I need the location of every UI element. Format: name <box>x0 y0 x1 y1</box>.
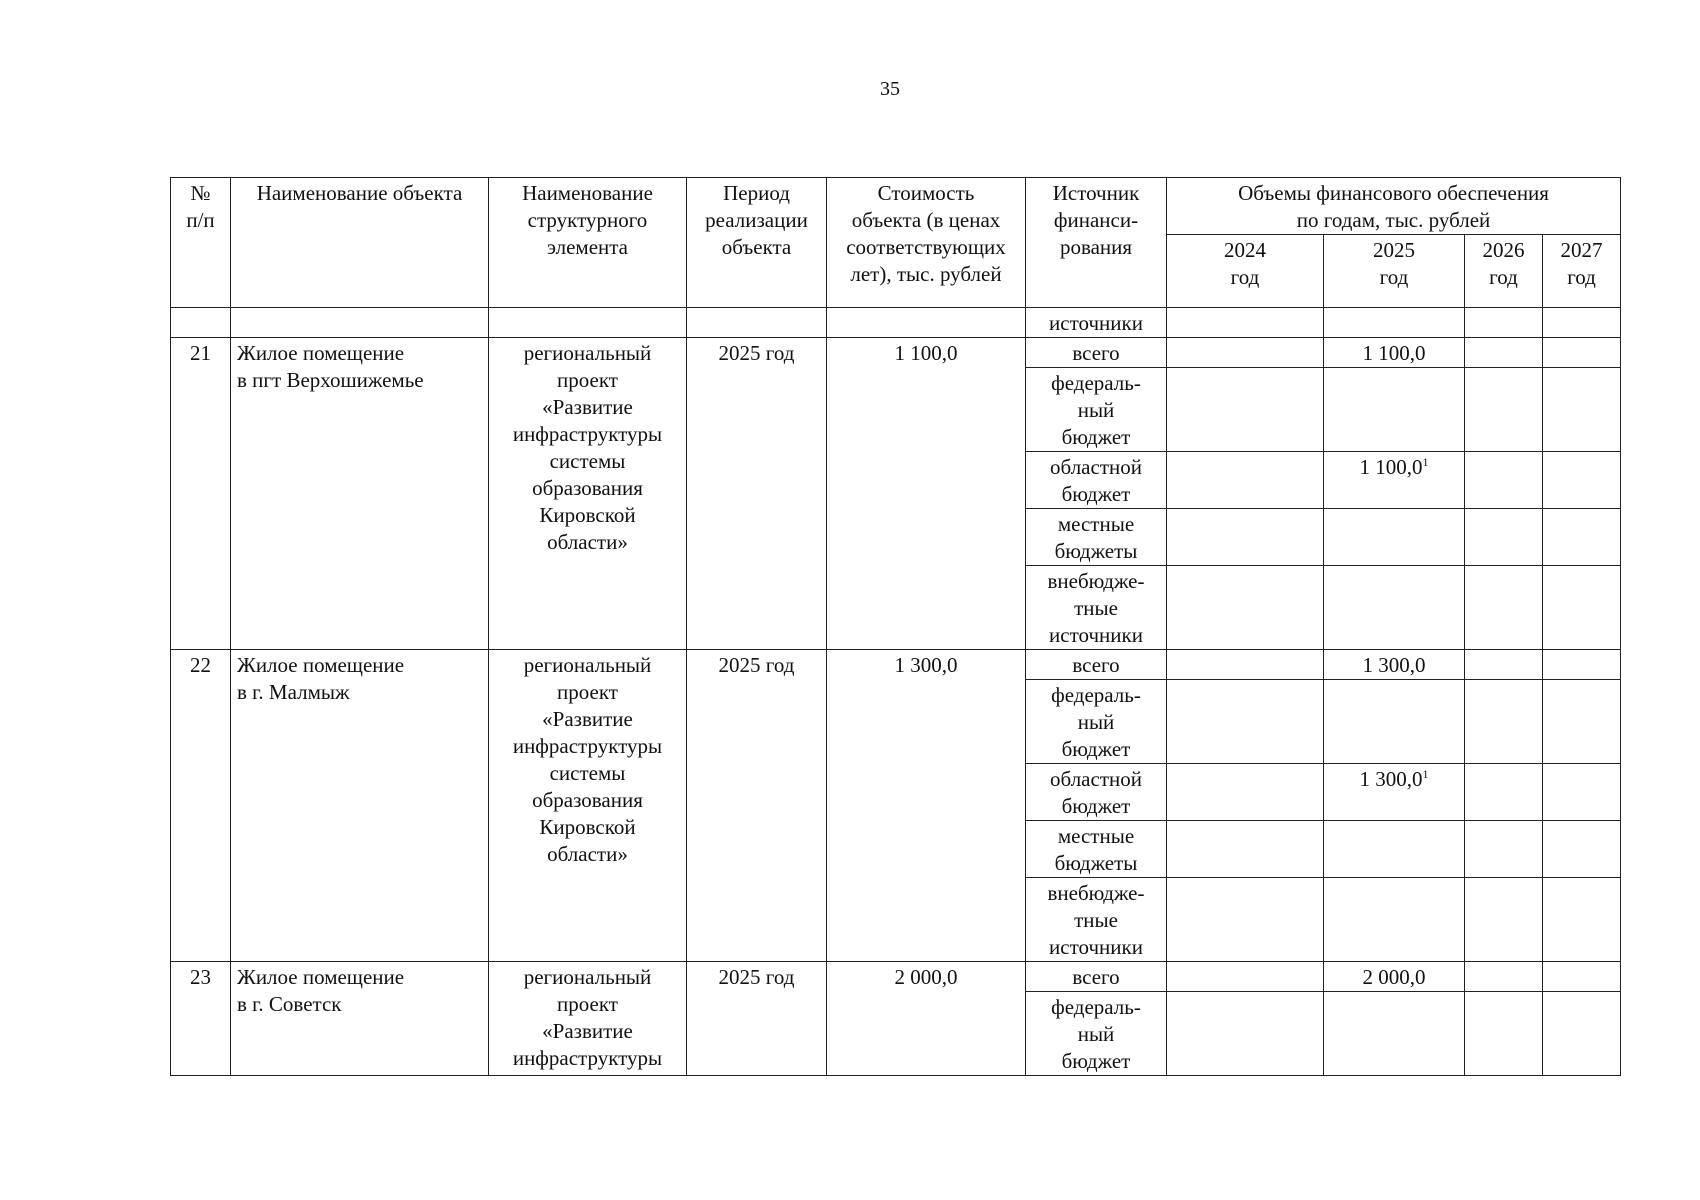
value-2025-regional: 1 300,0$^1$ <box>1324 764 1465 821</box>
source-total: всего <box>1026 338 1167 368</box>
source-extrabudget: внебюдже- тные источники <box>1026 566 1167 650</box>
object-name: Жилое помещение в г. Малмыж <box>231 650 489 962</box>
financing-table <box>170 177 1621 1076</box>
value-2025-regional: 1 100,0$^1$ <box>1324 452 1465 509</box>
header-period: Период реализации объекта <box>687 178 827 308</box>
header-year-2027: 2027 год <box>1543 235 1621 308</box>
source-cell: источники <box>1026 308 1167 338</box>
object-name: Жилое помещение в пгт Верхошижемье <box>231 338 489 650</box>
footnote-mark: 1 <box>1422 455 1429 469</box>
source-federal: федераль- ный бюджет <box>1026 368 1167 452</box>
header-year-2026: 2026 год <box>1465 235 1543 308</box>
source-total: всего <box>1026 962 1167 992</box>
table-row <box>171 308 1621 338</box>
row-number: 23 <box>171 962 231 1076</box>
source-federal: федераль- ный бюджет <box>1026 680 1167 764</box>
source-regional: областной бюджет <box>1026 764 1167 821</box>
table-row <box>171 338 1621 368</box>
source-federal: федераль- ный бюджет <box>1026 992 1167 1076</box>
header-num: № п/п <box>171 178 231 308</box>
table-row <box>171 962 1621 992</box>
source-total: всего <box>1026 650 1167 680</box>
value-2025-total: 1 100,0 <box>1324 338 1465 368</box>
source-local: местные бюджеты <box>1026 509 1167 566</box>
object-name: Жилое помещение в г. Советск <box>231 962 489 1076</box>
cost: 1 100,0 <box>827 338 1026 650</box>
period: 2025 год <box>687 650 827 962</box>
table-row <box>171 650 1621 680</box>
cost: 1 300,0 <box>827 650 1026 962</box>
header-structural-element: Наименование структурного элемента <box>489 178 687 308</box>
period: 2025 год <box>687 962 827 1076</box>
header-volumes: Объемы финансового обеспечения по годам, тыс. рублей <box>1167 178 1621 235</box>
value-2025-total: 1 300,0 <box>1324 650 1465 680</box>
header-year-2025: 2025 год <box>1324 235 1465 308</box>
row-number: 21 <box>171 338 231 650</box>
header-year-2024: 2024 год <box>1167 235 1324 308</box>
structural-element: региональный проект «Развитие инфраструктуры системы образования Кировской области» <box>489 338 687 650</box>
source-local: местные бюджеты <box>1026 821 1167 878</box>
value-2025-total: 2 000,0 <box>1324 962 1465 992</box>
period: 2025 год <box>687 338 827 650</box>
cost: 2 000,0 <box>827 962 1026 1076</box>
row-number: 22 <box>171 650 231 962</box>
source-regional: областной бюджет <box>1026 452 1167 509</box>
page-number: 35 <box>880 78 900 100</box>
source-extrabudget: внебюдже- тные источники <box>1026 878 1167 962</box>
structural-element: региональный проект «Развитие инфраструктуры системы образования Кировской области» <box>489 650 687 962</box>
footnote-mark: 1 <box>1422 767 1429 781</box>
header-cost: Стоимость объекта (в ценах соответствующих лет), тыс. рублей <box>827 178 1026 308</box>
structural-element: региональный проект «Развитие инфраструктуры <box>489 962 687 1076</box>
header-source: Источник финанси- рования <box>1026 178 1167 308</box>
header-object-name: Наименование объекта <box>231 178 489 308</box>
